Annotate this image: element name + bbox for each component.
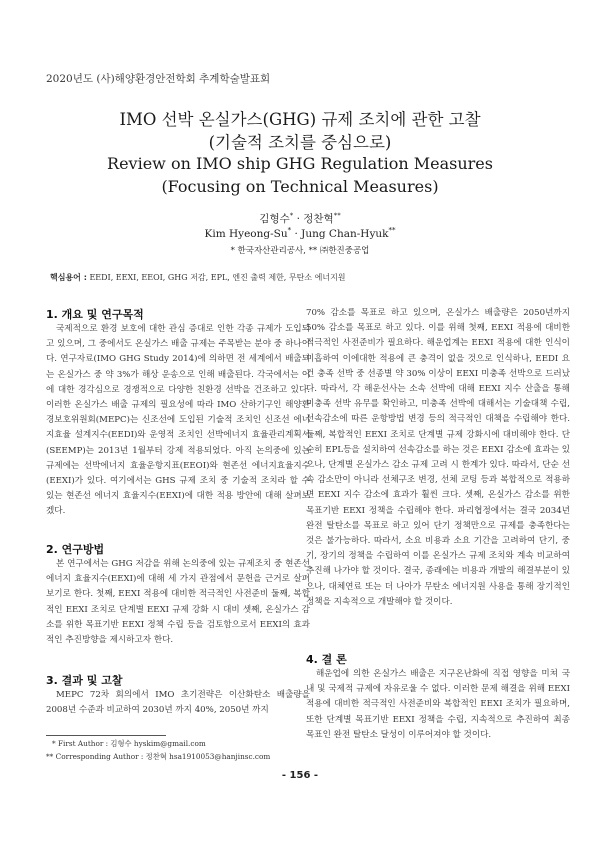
footnote-first-author: * First Author : 김형수 hyskim@gmail.com [52, 739, 206, 748]
section-2-body [46, 557, 310, 648]
author-second-ko: 정찬혁 [303, 213, 334, 225]
author-second-mark: ** [333, 211, 341, 220]
section-1-paragraph: 국제적으로 환경 보호에 대한 관심 증대로 인한 각종 규제가 도입되고 있으며, 그 중에서도 온실가스 배출 규제는 주목받는 분야 중 하나이다. 연구자료(IMO GHG Study 2014)에 의하면 전 세계에서 배출되는 온실가스 중 약 3%가 해상 운송으로 인해 배출된다. 각국에서는 이에 대한 경각심으로 경쟁적으로 다양한 친환경 선박을 건조하고 있다. 이러한 온실가스 배출 규제의 필요성에 따라 IMO 산하기구인 해양환경보호위원회(MEPC)는 신조선에 도입된 기술적 조치인 신조선 에너지효율 설계지수(EEDI)와 운영적 조치인 선박에너지 효율관리계획서(SEEMP)는 2013년 1월부터 강제 적용되었다. 아직 논의중에 있는 규제에는 선박에너지 효율운항지표(EEOI)와 현존선 에너지효율지수(EEXI)가 있다. 여기에서는 GHS 규제 조치 중 기술적 조치라 할 수 있는 현존선 에너지 효율지수(EEXI)에 대한 적용 방안에 대해 살펴보겠다. [46, 324, 310, 517]
keywords-label: 핵심용어 : [50, 273, 87, 282]
page-number: - 156 - [281, 770, 319, 781]
section-1-body [46, 322, 310, 520]
footnote-rule [46, 735, 166, 736]
title-english-line2: (Focusing on Technical Measures) [161, 177, 439, 196]
conference-header: 2020년도 (사)해양환경안전학회 추계학술발표회 [46, 73, 271, 85]
affiliation: * 한국자산관리공사, ** ㈜한진중공업 [230, 246, 370, 256]
title-korean-line1: IMO 선박 온실가스(GHG) 규제 조치에 관한 고찰 [119, 110, 481, 129]
section-2-heading: 2. 연구방법 [46, 543, 105, 556]
author-first-en-mark: * [287, 226, 292, 235]
keywords [50, 272, 570, 283]
footnote-corresponding-author: ** Corresponding Author : 정찬혁 hsa1910053@hanjinsc.com [46, 752, 271, 761]
section-1-heading: 1. 개요 및 연구목적 [46, 308, 144, 321]
keywords-text: EEDI, EEXI, EEOI, GHG 저감, EPL, 엔진 출력 제한, 무탄소 에너지원 [86, 273, 346, 282]
section-3-continued-paragraph: 70% 감소를 목표로 하고 있으며, 온실가스 배출량은 2050년까지 50% 감소를 목표로 하고 있다. 이를 위해 첫째, EEXI 적용에 대비한 적극적인 사전준비가 필요하다. 해운업계는 EEXI 적용에 대한 인식이 미흡하여 이에대한 적용에 큰 충격이 없을 것으로 인식하나, EEDI 요건 충족 선박 중 선종별 약 30% 이상이 EEXI 미충족 선박으로 드러났다. 따라서, 각 해운선사는 소속 선박에 대해 EEXI 지수 산출을 통해 미충족 선박 유무를 확인하고, 미충족 선박에 대해서는 기술대책 수립, 선속감소에 따른 운항방법 변경 등의 적극적인 대책을 수립해야 한다. 둘째, 복합적인 EEXI 조치로 단계별 규제 강화시에 대비해야 한다. 단순히 EPL등을 설치하여 선속감소를 하는 것은 EEXI 감소에 효과는 있으나, 단계별 온실가스 감소 규제 고려 시 한계가 있다. 따라서, 단순 선속 감소만이 아니라 선체구조 변경, 선체 코팅 등과 복합적으로 적용하면 EEXI 지수 감소에 효과가 훨씬 크다. 셋째, 온실가스 감소를 위한 목표기반 EEXI 정책을 수립해야 한다. 파리협정에서는 결국 2034년 완전 탈탄소를 목표로 하고 있어 단기 정책만으로 규제를 충족한다는 것은 불가능하다. 따라서, 소요 비용과 소요 기간을 고려하여 단기, 중기, 장기의 정책을 수립하여 이를 온실가스 규제 조치와 계속 비교하여 추진해 나가야 할 것이다. 결국, 종래에는 비용과 개발의 해결부분이 있으나, 대체연료 또는 더 나아가 무탄소 에너지원 사용을 통해 장기적인 정책을 지속적으로 개발해야 할 것이다. [306, 308, 570, 607]
author-first-ko: 김형수 [259, 213, 290, 225]
section-3-body [46, 688, 310, 718]
author-second-en: Jung Chan-Hyuk [301, 228, 389, 240]
section-3-continued [306, 306, 570, 610]
author-first-mark: * [289, 211, 294, 220]
section-4-heading: 4. 결 론 [306, 653, 347, 666]
title-english-line1: Review on IMO ship GHG Regulation Measures [107, 154, 493, 173]
author-first-en: Kim Hyeong-Su [204, 228, 288, 240]
section-4-paragraph: 해운업에 의한 온실가스 배출은 지구온난화에 직접 영향을 미쳐 국내 및 국제적 규제에 자유로울 수 없다. 이러한 문제 해결을 위해 EEXI 적용에 대비한 적극적인 사전준비와 복합적인 EEXI 조치가 필요하며, 또한 단계별 목표기반 EEXI 정책을 수립, 지속적으로 추진하여 최종 목표인 완전 탈탄소 달성이 이루어져야 할 것이다. [306, 669, 570, 740]
section-3-paragraph: MEPC 72차 회의에서 IMO 초기전략은 이산화탄소 배출량을 2008년 수준과 비교하여 2030년 까지 40%, 2050년 까지 [46, 690, 310, 716]
title-korean-line2: (기술적 조치를 중심으로) [208, 133, 392, 152]
section-3-heading: 3. 결과 및 고찰 [46, 674, 123, 687]
section-4-body [306, 667, 570, 743]
section-2-paragraph: 본 연구에서는 GHG 저감을 위해 논의중에 있는 규제조치 중 현존선 에너지 효율지수(EEXI)에 대해 세 가지 관점에서 문헌을 근거로 살펴보기로 한다. 첫째, EEXI 적용에 대비한 적극적인 사전준비 둘째, 복합적인 EEXI 조치로 단계별 EEXI 규제 강화 시 대비 셋째, 온실가스 감소를 위한 목표기반 EEXI 정책 수립 등을 검토함으로서 EEXI의 효과적인 추진방향을 제시하고자 한다. [46, 559, 310, 646]
author-second-en-mark: ** [388, 226, 396, 235]
author-en-separator: · [291, 228, 302, 240]
author-separator: · [293, 213, 304, 225]
authors-korean [0, 211, 600, 226]
authors-english [0, 228, 600, 240]
